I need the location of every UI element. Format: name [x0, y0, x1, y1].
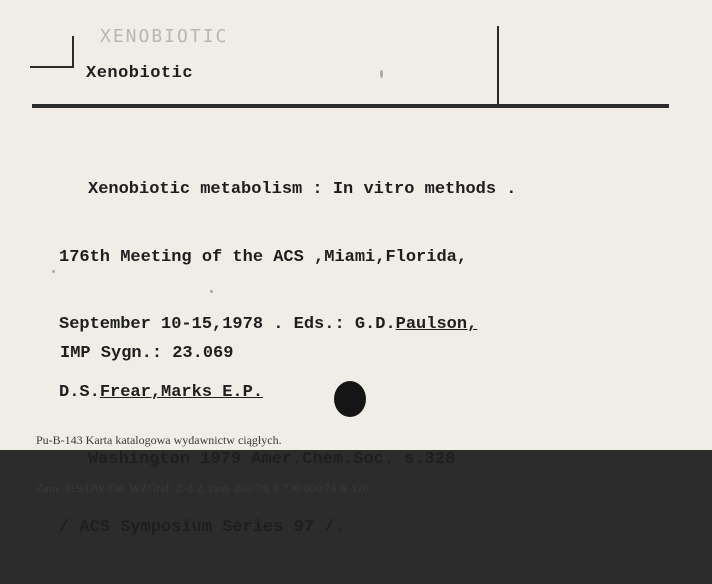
entry-line-1: Xenobiotic metabolism : In vitro methods . — [88, 180, 517, 199]
entry-trailing-dot: . — [506, 180, 517, 199]
editor-paulson: Paulson, — [395, 315, 478, 334]
entry-line-4: D.S.Frear,Marks E.P. — [59, 382, 264, 402]
header-left-horizontal-line — [30, 66, 74, 68]
header-rule — [32, 104, 669, 108]
header-title: Xenobiotic — [86, 64, 194, 83]
entry-line-2: 176th Meeting of the ACS ,Miami,Florida, — [59, 247, 468, 267]
footer-line-1: Pu-B-143 Karta katalogowa wydawnictw ciągłych. — [36, 433, 282, 447]
entry-line-6: / ACS Symposium Series 97 /. — [59, 517, 345, 537]
entry-line-3: September 10-15,1978 . Eds.: G.D.Paulson, — [59, 315, 478, 334]
paper-speck — [210, 290, 213, 293]
header-right-vertical-line — [497, 26, 499, 108]
paper-speck — [52, 270, 55, 273]
header-left-vertical-line — [72, 36, 74, 66]
entry-line-5: Washington 1979 Amer.Chem.Soc. s.328 — [88, 450, 456, 469]
editor-frear: Frear,Marks E.P. — [99, 382, 264, 402]
signature-number: IMP Sygn.: 23.069 — [60, 344, 234, 363]
header-faded-label: XENOBIOTIC — [100, 26, 229, 47]
footer-line-2: Zam. 319/DW/On WZGraf. Z-d 2, zam. 202/78, 1 730 000 74 X 120 — [36, 481, 370, 495]
card-footer — [36, 400, 369, 528]
paper-speck — [380, 70, 383, 78]
